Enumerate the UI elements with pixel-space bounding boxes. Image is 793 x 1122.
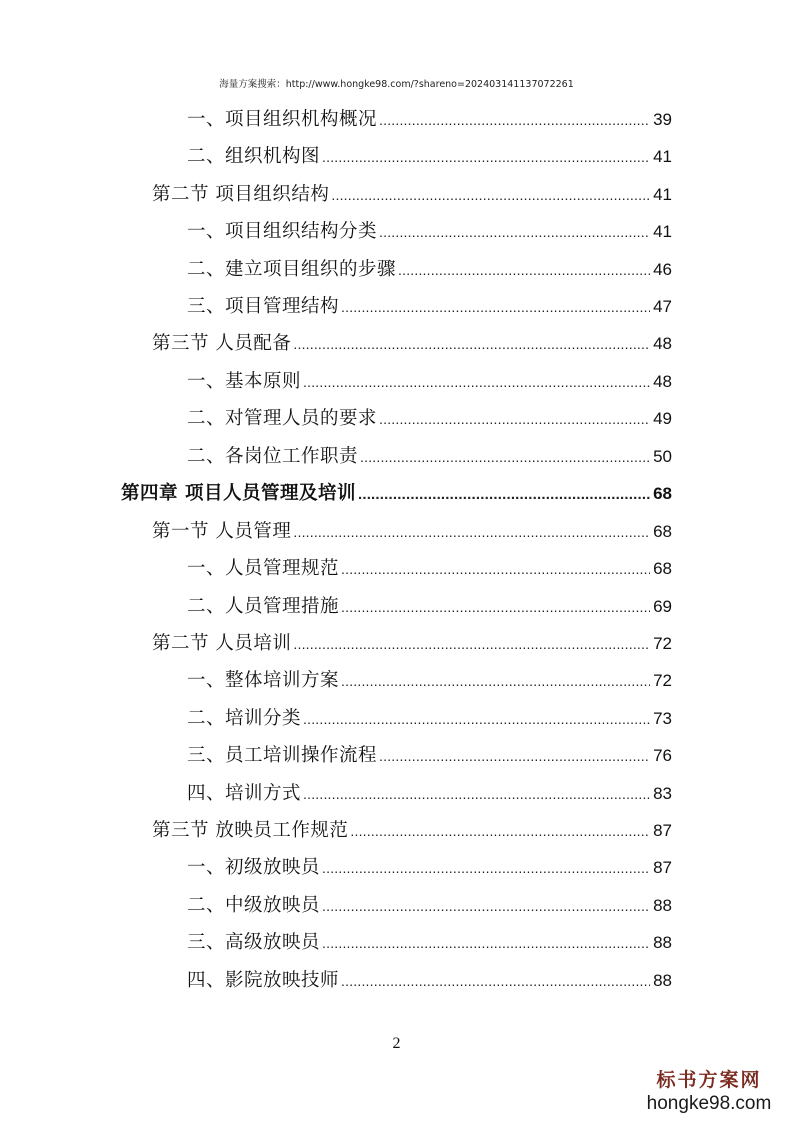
dot-leader — [360, 439, 650, 476]
toc-entry-page: 72 — [653, 634, 672, 653]
toc-entry-page: 88 — [653, 896, 672, 915]
toc-entry-label: 一、初级放映员 — [187, 857, 321, 878]
toc-entry-page: 46 — [653, 260, 672, 279]
toc-entry-page: 47 — [653, 297, 672, 316]
toc-entry-label: 一、基本原则 — [187, 371, 302, 392]
toc-entry-page: 88 — [653, 971, 672, 990]
toc-entry-label: 第四章 项目人员管理及培训 — [121, 483, 356, 504]
toc-entry-label: 第二节 项目组织结构 — [152, 184, 330, 205]
toc-entry-chapter[interactable] — [121, 475, 672, 512]
toc-entry[interactable] — [187, 737, 672, 774]
toc-entry-label: 二、对管理人员的要求 — [187, 408, 378, 429]
toc-entry-label: 第三节 人员配备 — [152, 333, 292, 354]
dot-leader — [398, 252, 650, 289]
dot-leader — [341, 551, 650, 588]
toc-entry-page: 41 — [653, 222, 672, 241]
toc-entry[interactable] — [152, 513, 672, 550]
dot-leader — [379, 738, 650, 775]
toc-entry-page: 49 — [653, 409, 672, 428]
toc-entry[interactable] — [187, 138, 672, 175]
toc-entry[interactable] — [187, 962, 672, 999]
toc-entry-page: 88 — [653, 933, 672, 952]
toc-entry-label: 二、建立项目组织的步骤 — [187, 259, 397, 280]
toc-entry[interactable] — [187, 438, 672, 475]
toc-entry[interactable] — [187, 700, 672, 737]
dot-leader — [350, 813, 650, 850]
toc-entry-label: 二、人员管理措施 — [187, 596, 340, 617]
toc-entry-label: 四、培训方式 — [187, 783, 302, 804]
toc-entry-page: 41 — [653, 185, 672, 204]
dot-leader — [303, 701, 650, 738]
toc-entry[interactable] — [187, 251, 672, 288]
toc-entry-label: 二、培训分类 — [187, 708, 302, 729]
toc-entry-page: 50 — [653, 447, 672, 466]
toc-entry-label: 第三节 放映员工作规范 — [152, 820, 349, 841]
toc-entry-page: 68 — [653, 522, 672, 541]
toc-entry-label: 二、组织机构图 — [187, 146, 321, 167]
toc-entry-label: 第一节 人员管理 — [152, 521, 292, 542]
dot-leader — [322, 139, 650, 176]
watermark-url: hongke98.com — [646, 1093, 772, 1114]
toc-entry[interactable] — [187, 363, 672, 400]
toc-entry[interactable] — [152, 325, 672, 362]
toc-entry-label: 三、项目管理结构 — [187, 296, 340, 317]
toc-entry-label: 一、项目组织机构概况 — [187, 109, 378, 130]
toc-entry-label: 一、项目组织结构分类 — [187, 221, 378, 242]
toc-entry[interactable] — [187, 550, 672, 587]
dot-leader — [322, 925, 650, 962]
dot-leader — [293, 326, 650, 363]
toc-entry-page: 87 — [653, 821, 672, 840]
dot-leader — [341, 963, 650, 1000]
dot-leader — [341, 589, 650, 626]
toc-entry[interactable] — [187, 849, 672, 886]
toc-entry-label: 一、人员管理规范 — [187, 558, 340, 579]
toc-entry-page: 72 — [653, 671, 672, 690]
toc-entry-page: 48 — [653, 334, 672, 353]
toc-entry[interactable] — [152, 176, 672, 213]
dot-leader — [322, 850, 650, 887]
toc-entry-page: 87 — [653, 858, 672, 877]
toc-entry-label: 二、各岗位工作职责 — [187, 446, 359, 467]
dot-leader — [379, 214, 650, 251]
page-number: 2 — [392, 1035, 401, 1052]
toc-entry-label: 一、整体培训方案 — [187, 670, 340, 691]
dot-leader — [379, 102, 650, 139]
toc-entry-label: 四、影院放映技师 — [187, 970, 340, 991]
toc-entry-page: 68 — [653, 559, 672, 578]
dot-leader — [341, 289, 650, 326]
toc-entry[interactable] — [187, 213, 672, 250]
dot-leader — [322, 888, 650, 925]
dot-leader — [358, 476, 650, 513]
toc-entry[interactable] — [152, 812, 672, 849]
toc-entry[interactable] — [187, 662, 672, 699]
header-source-note: 海量方案搜索：http://www.hongke98.com/?shareno=202403141137072261 — [219, 79, 574, 90]
toc-entry-label: 二、中级放映员 — [187, 895, 321, 916]
toc-entry-page: 68 — [653, 484, 672, 503]
toc-entry-page: 76 — [653, 746, 672, 765]
toc-entry-page: 48 — [653, 372, 672, 391]
toc-entry-page: 73 — [653, 709, 672, 728]
toc-entry[interactable] — [187, 588, 672, 625]
toc-entry[interactable] — [187, 924, 672, 961]
toc-entry[interactable] — [187, 400, 672, 437]
dot-leader — [341, 663, 650, 700]
toc-entry[interactable] — [187, 887, 672, 924]
toc-entry[interactable] — [187, 288, 672, 325]
watermark-logo — [639, 1068, 779, 1116]
toc-entry-page: 83 — [653, 784, 672, 803]
toc-entry[interactable] — [152, 625, 672, 662]
toc-entry-label: 三、员工培训操作流程 — [187, 745, 378, 766]
toc-entry-page: 41 — [653, 147, 672, 166]
dot-leader — [293, 514, 650, 551]
watermark-brand: 标书方案网 — [656, 1069, 762, 1091]
dot-leader — [379, 401, 650, 438]
dot-leader — [303, 776, 650, 813]
dot-leader — [293, 626, 650, 663]
toc-entry-label: 第二节 人员培训 — [152, 633, 292, 654]
toc-entry-page: 39 — [653, 110, 672, 129]
toc-entry[interactable] — [187, 775, 672, 812]
toc-entry-label: 三、高级放映员 — [187, 932, 321, 953]
toc-entry[interactable] — [187, 101, 672, 138]
dot-leader — [303, 364, 650, 401]
dot-leader — [331, 177, 650, 214]
toc-entry-page: 69 — [653, 597, 672, 616]
